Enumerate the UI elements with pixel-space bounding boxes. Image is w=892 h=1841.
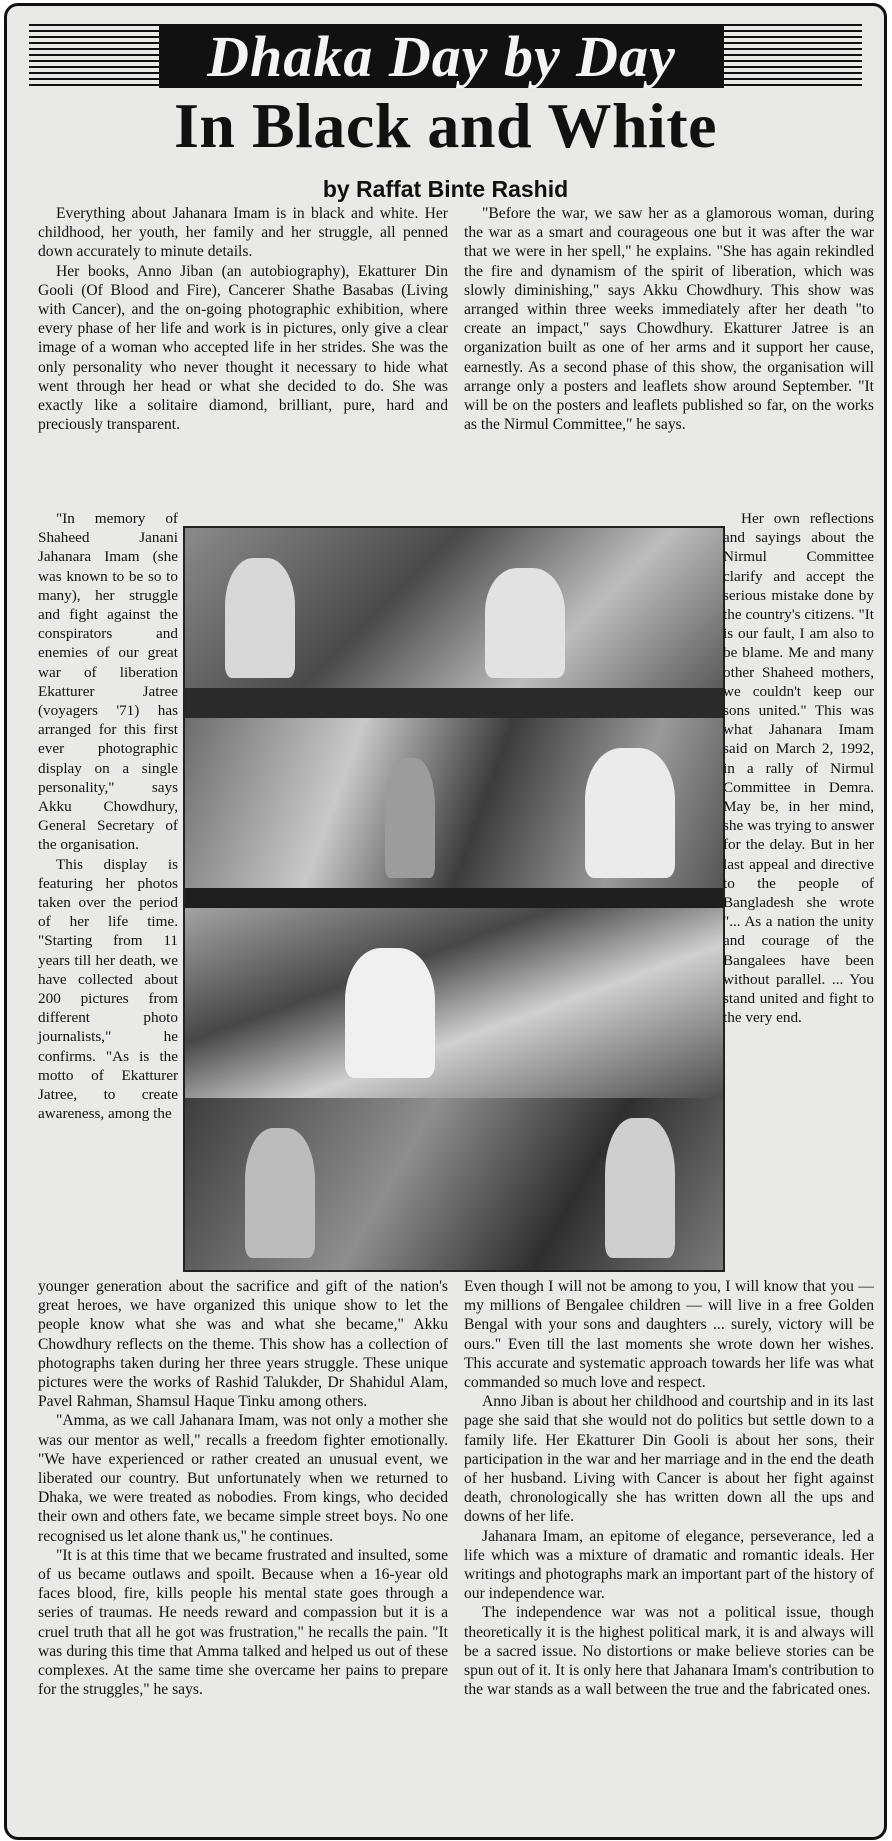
kicker-title: Dhaka Day by Day xyxy=(207,24,676,89)
paragraph: "Amma, as we call Jahanara Imam, was not only a mother she was our mentor as well," recalls a freedom fighter emotionally. "We have experienced or rather created an unusual event, we liberated our country. But unfortunately when we returned to Dhaka, we were treated as nobodies. From kings, who decided their own and others fate, we became simple street boys. No one recognised us let alone thank us," he continues. xyxy=(38,1412,448,1545)
byline: by Raffat Binte Rashid xyxy=(322,176,569,202)
paragraph: Her own reflections and sayings about the Nirmul Committee clarify and accept the serious mistake done by the country's citizens. "It is our fault, I am also to be blame. Me and many other Shaheed mothers, we couldn't keep our sons united." This was what Jahanara Imam said on March 2, 1992, in a rally of Nirmul Committee in Demra. May be, in her mind, she was trying to answer for the delay. But in her last appeal and directive to the people of Bangladesh she wrote "... As a nation the unity and courage of the Bangalees have been without parallel. ... You stand united and fight to the very end. xyxy=(723,510,874,1027)
column2-top xyxy=(464,204,874,434)
section-kicker xyxy=(29,24,862,90)
photo-strip xyxy=(185,908,723,1098)
figure xyxy=(585,748,675,878)
paragraph: Even though I will not be among to you, I will know that you — my millions of Bengalee children — will live in a free Golden Bengal with your sons and daughters ... surely, victory will be ours." Even till the last moments she wrote down her wishes. This accurate and systematic approach towards her life was what commanded so much love and respect. xyxy=(464,1278,874,1392)
paragraph: "In memory of Shaheed Janani Jahanara Imam (she was known to be so to many), her struggle and fight against the conspirators and enemies of our great war of liberation Ekatturer Jatree (voyagers '71) has arranged for this first ever photographic display on a single personality," says Akku Chowdhury, General Secretary of the organisation. xyxy=(38,510,178,854)
column2-side xyxy=(723,509,874,1027)
paragraph: "It is at this time that we became frustrated and insulted, some of us became outlaws and spoilt. Because when a 16-year old faces blood, fire, kills people his mental state goes through a series of traumas. He needs reward and compassion but it is a cruel truth that all he got was frustration," he recalls the pain. "It was during this time that Amma talked and helped us out of these complexes. At the same time she overcame her pains to prepare for the struggles," he says. xyxy=(38,1546,448,1699)
figure xyxy=(245,1128,315,1258)
headline: In Black and White xyxy=(173,90,718,161)
paragraph: Everything about Jahanara Imam is in black and white. Her childhood, her youth, her family and her struggle, all penned down accurately to minute details. xyxy=(38,205,448,261)
paragraph: Anno Jiban is about her childhood and courtship and in its last page she said that she would not do politics but settle down to a family life. Her Ekatturer Din Gooli is about her sons, their participation in the war and her marriage and in the end the death of her husband. Living with Cancer is about her fight against death, chronologically she has written down all the ups and downs of her life. xyxy=(464,1393,874,1526)
figure xyxy=(605,1118,675,1258)
paragraph: The independence war was not a political issue, though theoretically it is the highest political mark, it is and always will be a sacred issue. No distortions or make believe stories can be spun out of it. It is only here that Jahanara Imam's contribution to the war stands as a wall between the true and the fabricated ones. xyxy=(464,1604,874,1699)
exhibition-photo xyxy=(183,526,725,1272)
paragraph: This display is featuring her photos taken over the period of her life time. "Starting from 11 years till her death, we have collected about 200 pictures from different photo journalists," he confirms. "As is the motto of Ekatturer Jatree, to create awareness, among the xyxy=(38,855,178,1123)
column1-top xyxy=(38,204,448,434)
newspaper-clipping xyxy=(4,3,887,1840)
photo-strip xyxy=(185,688,723,718)
figure xyxy=(225,558,295,678)
paragraph: "Before the war, we saw her as a glamorous woman, during the war as a smart and courageous one but it was after the war that we were in her spell," he explains. "She has again rekindled the fire and dynamism of the spirit of liberation, which was slowly diminishing," says Akku Chowdhury. This show was arranged within three weeks immediately after her death "to create an impact," says Chowdhury. Ekatturer Jatree is an organization built as one of her arms and it support her cause, earnestly. As a second phase of this show, the organisation will arrange only a posters and leaflets show around September. "It will be on the posters and leaflets published so far, on the works as the Nirmul Committee," he says. xyxy=(464,205,874,434)
column2-bottom xyxy=(464,1277,874,1699)
figure xyxy=(385,758,435,878)
column1-side xyxy=(38,509,178,1124)
paragraph: younger generation about the sacrifice and gift of the nation's great heroes, we have organized this unique show to let the people know what she was and what she became," Akku Chowdhury reflects on the theme. This show has a collection of photographs taken during her three years struggle. These unique pictures were the works of Rashid Talukder, Dr Shahidul Alam, Pavel Rahman, Shamsul Haque Tinku among others. xyxy=(38,1278,448,1411)
column1-bottom xyxy=(38,1277,448,1699)
photo-strip xyxy=(185,888,723,908)
figure xyxy=(485,568,565,678)
kicker-box xyxy=(159,26,724,88)
paragraph: Her books, Anno Jiban (an autobiography), Ekatturer Din Gooli (Of Blood and Fire), Cancerer Shathe Basabas (Living with Cancer), and the on-going photographic exhibition, where every phase of her life and work is in pictures, only give a clear image of a woman who accepted life in her strides. She was the only personality who never thought it necessary to hide what went through her head or what she decided to do. She was exactly like a solitaire diamond, brilliant, pure, hard and preciously transparent. xyxy=(38,262,448,434)
figure xyxy=(345,948,435,1078)
paragraph: Jahanara Imam, an epitome of elegance, perseverance, led a life which was a mixture of dramatic and romantic ideals. Her writings and photographs mark an important part of the history of our independence war. xyxy=(464,1527,874,1603)
